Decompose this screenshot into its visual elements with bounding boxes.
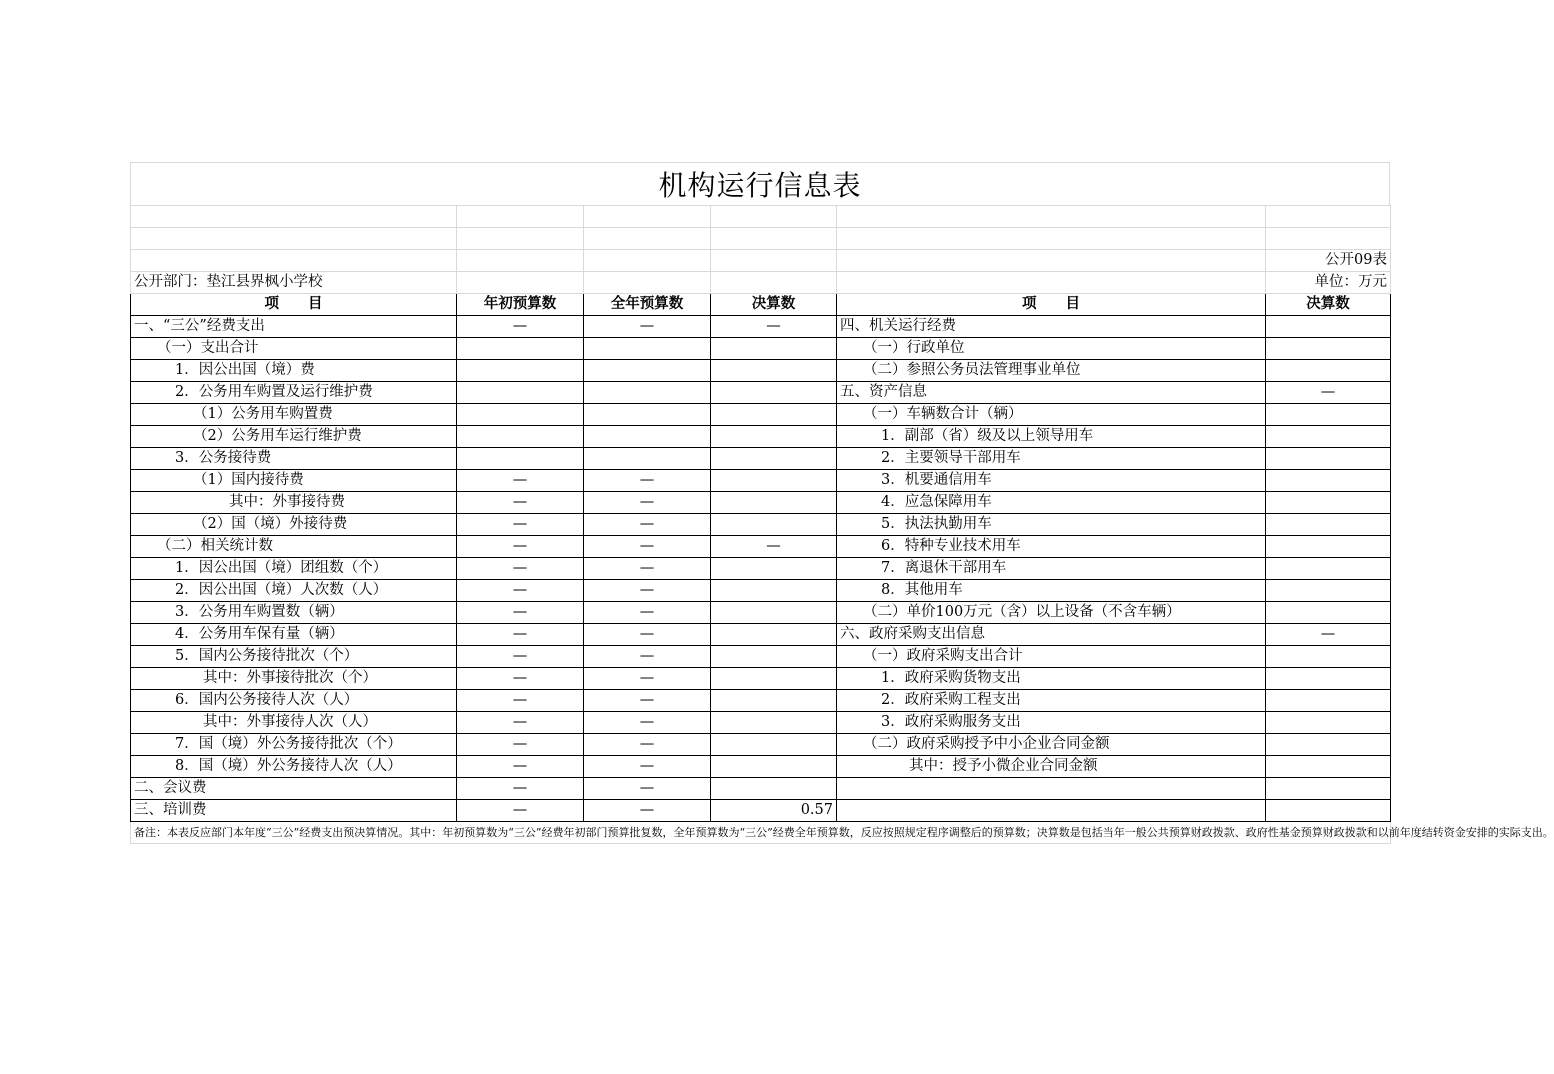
row-item-left: 3．公务用车购置数（辆） bbox=[131, 602, 457, 624]
row-item-right: 6．特种专业技术用车 bbox=[837, 536, 1266, 558]
report-sheet bbox=[130, 162, 1554, 844]
table-row bbox=[131, 602, 1391, 624]
row-budget-initial: — bbox=[457, 756, 584, 778]
row-budget-full: — bbox=[584, 690, 711, 712]
table-row bbox=[131, 448, 1391, 470]
row-budget-initial: — bbox=[457, 514, 584, 536]
row-final-left: — bbox=[711, 316, 837, 338]
row-budget-full bbox=[584, 426, 711, 448]
row-final-left bbox=[711, 514, 837, 536]
row-item-left: （2）国（境）外接待费 bbox=[131, 514, 457, 536]
row-budget-full: — bbox=[584, 536, 711, 558]
table-row bbox=[131, 558, 1391, 580]
table-row bbox=[131, 536, 1391, 558]
row-final-right bbox=[1266, 646, 1391, 668]
report-title: 机构运行信息表 bbox=[130, 162, 1390, 205]
row-item-right: 3．政府采购服务支出 bbox=[837, 712, 1266, 734]
row-final-left bbox=[711, 338, 837, 360]
row-item-right: 五、资产信息 bbox=[837, 382, 1266, 404]
row-budget-initial: — bbox=[457, 558, 584, 580]
row-final-right bbox=[1266, 734, 1391, 756]
row-final-left bbox=[711, 492, 837, 514]
row-item-left: 2．因公出国（境）人次数（人） bbox=[131, 580, 457, 602]
department-label: 公开部门：垫江县界枫小学校 bbox=[131, 272, 457, 294]
table-row bbox=[131, 756, 1391, 778]
row-item-right: 2．政府采购工程支出 bbox=[837, 690, 1266, 712]
note-row bbox=[131, 822, 1391, 844]
row-budget-initial: — bbox=[457, 492, 584, 514]
row-budget-full: — bbox=[584, 668, 711, 690]
row-budget-initial bbox=[457, 338, 584, 360]
row-item-left: 其中：外事接待费 bbox=[131, 492, 457, 514]
row-budget-initial: — bbox=[457, 778, 584, 800]
row-budget-full: — bbox=[584, 778, 711, 800]
row-item-left: 其中：外事接待批次（个） bbox=[131, 668, 457, 690]
row-item-left: 1．因公出国（境）团组数（个） bbox=[131, 558, 457, 580]
row-final-right bbox=[1266, 360, 1391, 382]
row-final-left bbox=[711, 558, 837, 580]
row-budget-initial: — bbox=[457, 580, 584, 602]
row-final-left bbox=[711, 778, 837, 800]
row-final-left bbox=[711, 690, 837, 712]
row-budget-full bbox=[584, 404, 711, 426]
row-final-left bbox=[711, 712, 837, 734]
row-final-right: — bbox=[1266, 624, 1391, 646]
table-row bbox=[131, 690, 1391, 712]
row-final-right bbox=[1266, 668, 1391, 690]
row-final-left: 0.57 bbox=[711, 800, 837, 822]
row-item-right: 4．应急保障用车 bbox=[837, 492, 1266, 514]
form-number: 公开09表 bbox=[1266, 250, 1391, 272]
row-budget-initial: — bbox=[457, 800, 584, 822]
blank-row bbox=[131, 228, 1391, 250]
table-header bbox=[131, 294, 1391, 316]
row-final-left bbox=[711, 382, 837, 404]
row-item-right: 3．机要通信用车 bbox=[837, 470, 1266, 492]
row-item-right: （二）政府采购授予中小企业合同金额 bbox=[837, 734, 1266, 756]
report-table bbox=[130, 205, 1554, 844]
row-final-left bbox=[711, 756, 837, 778]
row-final-right bbox=[1266, 778, 1391, 800]
header-item-left: 项 目 bbox=[131, 294, 457, 316]
row-item-right: （二）单价100万元（含）以上设备（不含车辆） bbox=[837, 602, 1266, 624]
row-item-right: 1．副部（省）级及以上领导用车 bbox=[837, 426, 1266, 448]
row-final-right bbox=[1266, 602, 1391, 624]
row-item-left: 6．国内公务接待人次（人） bbox=[131, 690, 457, 712]
row-item-left: 二、会议费 bbox=[131, 778, 457, 800]
row-final-left bbox=[711, 448, 837, 470]
row-final-right bbox=[1266, 404, 1391, 426]
table-row bbox=[131, 646, 1391, 668]
row-item-left: 2．公务用车购置及运行维护费 bbox=[131, 382, 457, 404]
row-item-left: （2）公务用车运行维护费 bbox=[131, 426, 457, 448]
row-item-left: 4．公务用车保有量（辆） bbox=[131, 624, 457, 646]
row-budget-full: — bbox=[584, 624, 711, 646]
header-final-left: 决算数 bbox=[711, 294, 837, 316]
row-budget-full bbox=[584, 360, 711, 382]
table-row bbox=[131, 338, 1391, 360]
row-final-left bbox=[711, 426, 837, 448]
row-item-left: 8．国（境）外公务接待人次（人） bbox=[131, 756, 457, 778]
row-item-right bbox=[837, 800, 1266, 822]
row-item-right: 8．其他用车 bbox=[837, 580, 1266, 602]
row-item-right: 7．离退休干部用车 bbox=[837, 558, 1266, 580]
row-budget-full bbox=[584, 382, 711, 404]
row-budget-full: — bbox=[584, 470, 711, 492]
row-final-right bbox=[1266, 690, 1391, 712]
table-row bbox=[131, 778, 1391, 800]
table-row bbox=[131, 514, 1391, 536]
row-budget-full: — bbox=[584, 800, 711, 822]
row-final-left bbox=[711, 624, 837, 646]
table-row bbox=[131, 624, 1391, 646]
table-row bbox=[131, 580, 1391, 602]
table-row bbox=[131, 734, 1391, 756]
table-row bbox=[131, 360, 1391, 382]
row-item-right: 六、政府采购支出信息 bbox=[837, 624, 1266, 646]
row-final-right bbox=[1266, 426, 1391, 448]
row-budget-full bbox=[584, 448, 711, 470]
row-item-left: 7．国（境）外公务接待批次（个） bbox=[131, 734, 457, 756]
header-final-right: 决算数 bbox=[1266, 294, 1391, 316]
footnote: 备注：本表反应部门本年度“三公”经费支出预决算情况。其中：年初预算数为“三公”经费年初部门预算批复数，全年预算数为“三公”经费全年预算数，反应按照规定程序调整后的预算数；决算数是包括当年一般公共预算财政拨款、政府性基金预算财政拨款和以前年度结转资金安排的实际支出。 bbox=[131, 822, 1391, 844]
row-final-right bbox=[1266, 448, 1391, 470]
row-budget-initial: — bbox=[457, 316, 584, 338]
form-number-row bbox=[131, 250, 1391, 272]
row-budget-initial: — bbox=[457, 668, 584, 690]
row-item-right: 四、机关运行经费 bbox=[837, 316, 1266, 338]
row-item-right: 1．政府采购货物支出 bbox=[837, 668, 1266, 690]
row-final-right bbox=[1266, 712, 1391, 734]
row-budget-initial: — bbox=[457, 602, 584, 624]
table-row bbox=[131, 404, 1391, 426]
header-budget-initial: 年初预算数 bbox=[457, 294, 584, 316]
row-budget-full: — bbox=[584, 514, 711, 536]
row-final-right bbox=[1266, 580, 1391, 602]
row-final-right bbox=[1266, 470, 1391, 492]
row-final-left bbox=[711, 668, 837, 690]
row-final-left bbox=[711, 602, 837, 624]
table-row bbox=[131, 712, 1391, 734]
row-final-right bbox=[1266, 492, 1391, 514]
row-final-right: — bbox=[1266, 382, 1391, 404]
row-budget-full: — bbox=[584, 492, 711, 514]
row-budget-initial: — bbox=[457, 690, 584, 712]
row-final-left bbox=[711, 646, 837, 668]
table-row bbox=[131, 316, 1391, 338]
row-budget-initial bbox=[457, 360, 584, 382]
row-budget-full: — bbox=[584, 712, 711, 734]
row-final-right bbox=[1266, 558, 1391, 580]
row-budget-full: — bbox=[584, 756, 711, 778]
row-budget-initial: — bbox=[457, 734, 584, 756]
blank-row bbox=[131, 206, 1391, 228]
department-row bbox=[131, 272, 1391, 294]
row-budget-full: — bbox=[584, 316, 711, 338]
row-item-right: （一）车辆数合计（辆） bbox=[837, 404, 1266, 426]
row-item-left: （一）支出合计 bbox=[131, 338, 457, 360]
row-final-right bbox=[1266, 338, 1391, 360]
row-item-right: （一）行政单位 bbox=[837, 338, 1266, 360]
header-item-right: 项 目 bbox=[837, 294, 1266, 316]
row-item-left: （1）国内接待费 bbox=[131, 470, 457, 492]
row-final-left: — bbox=[711, 536, 837, 558]
row-item-right: 其中：授予小微企业合同金额 bbox=[837, 756, 1266, 778]
table-row bbox=[131, 492, 1391, 514]
table-row bbox=[131, 800, 1391, 822]
row-budget-initial: — bbox=[457, 536, 584, 558]
row-final-right bbox=[1266, 316, 1391, 338]
row-budget-initial: — bbox=[457, 712, 584, 734]
row-budget-initial: — bbox=[457, 646, 584, 668]
row-final-left bbox=[711, 470, 837, 492]
row-item-left: 一、“三公”经费支出 bbox=[131, 316, 457, 338]
table-row bbox=[131, 668, 1391, 690]
row-final-right bbox=[1266, 756, 1391, 778]
row-budget-initial: — bbox=[457, 470, 584, 492]
row-final-left bbox=[711, 734, 837, 756]
row-item-left: 3．公务接待费 bbox=[131, 448, 457, 470]
table-row bbox=[131, 426, 1391, 448]
row-item-right: （二）参照公务员法管理事业单位 bbox=[837, 360, 1266, 382]
row-final-left bbox=[711, 404, 837, 426]
row-budget-full: — bbox=[584, 602, 711, 624]
row-budget-full bbox=[584, 338, 711, 360]
row-final-right bbox=[1266, 800, 1391, 822]
row-item-left: （二）相关统计数 bbox=[131, 536, 457, 558]
row-item-right bbox=[837, 778, 1266, 800]
row-budget-initial bbox=[457, 448, 584, 470]
row-final-left bbox=[711, 580, 837, 602]
table-row bbox=[131, 382, 1391, 404]
row-budget-full: — bbox=[584, 734, 711, 756]
row-budget-initial bbox=[457, 426, 584, 448]
row-budget-full: — bbox=[584, 558, 711, 580]
row-budget-initial bbox=[457, 404, 584, 426]
row-final-right bbox=[1266, 514, 1391, 536]
row-item-left: 5．国内公务接待批次（个） bbox=[131, 646, 457, 668]
row-budget-initial bbox=[457, 382, 584, 404]
row-item-right: （一）政府采购支出合计 bbox=[837, 646, 1266, 668]
row-item-right: 2．主要领导干部用车 bbox=[837, 448, 1266, 470]
row-final-right bbox=[1266, 536, 1391, 558]
row-budget-full: — bbox=[584, 646, 711, 668]
row-item-right: 5．执法执勤用车 bbox=[837, 514, 1266, 536]
row-item-left: 三、培训费 bbox=[131, 800, 457, 822]
row-budget-initial: — bbox=[457, 624, 584, 646]
unit-label: 单位：万元 bbox=[1266, 272, 1391, 294]
row-item-left: 其中：外事接待人次（人） bbox=[131, 712, 457, 734]
row-item-left: 1．因公出国（境）费 bbox=[131, 360, 457, 382]
table-row bbox=[131, 470, 1391, 492]
row-budget-full: — bbox=[584, 580, 711, 602]
header-budget-full: 全年预算数 bbox=[584, 294, 711, 316]
row-item-left: （1）公务用车购置费 bbox=[131, 404, 457, 426]
row-final-left bbox=[711, 360, 837, 382]
